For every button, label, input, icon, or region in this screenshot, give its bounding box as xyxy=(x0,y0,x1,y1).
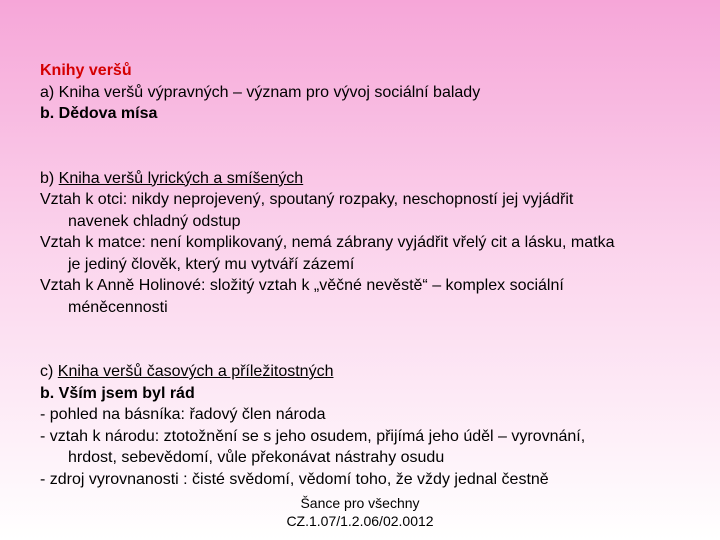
heading-link-lyric: Kniha veršů lyrických a smíšených xyxy=(58,169,304,187)
item-a: a) Kniha veršů výpravných – význam pro vývoj sociální balady xyxy=(40,83,481,101)
text-line: hrdost, sebevědomí, vůle překonávat nástrahy osudu xyxy=(68,449,445,466)
heading-occasional-book xyxy=(40,361,690,383)
spacer xyxy=(40,146,690,168)
spacer xyxy=(40,125,690,147)
text-line: je jediný člověk, který mu vytváří zázemí xyxy=(68,255,355,273)
text-line: - vztah k národu: ztotožnění se s jeho osudem, přijímá jeho úděl – vyrovnání, xyxy=(40,427,586,445)
text-line: Vztah k otci: nikdy neprojevený, spoutaný rozpaky, neschopností jej vyjádřit xyxy=(40,191,574,208)
heading-link-occasional: Kniha veršů časových a příležitostných xyxy=(57,363,334,380)
footer-line-2: CZ.1.07/1.2.06/02.0012 xyxy=(286,513,434,529)
section-title: Knihy veršů xyxy=(40,62,132,79)
footer-line-1: Šance pro všechny xyxy=(300,495,420,511)
work-vsim-jsem-byl-rad: b. Vším jsem byl rád xyxy=(40,384,195,402)
footer xyxy=(0,494,720,530)
spacer xyxy=(40,340,690,362)
heading-prefix: b) xyxy=(40,169,59,187)
text-line: - pohled na básníka: řadový člen národa xyxy=(40,406,326,423)
text-line: méněcennosti xyxy=(68,298,168,316)
heading-prefix: c) xyxy=(40,363,58,380)
text-line: Vztah k Anně Holinové: složitý vztah k „věčné nevěstě“ – komplex sociální xyxy=(40,277,564,294)
text-line: - zdroj vyrovnanosti : čisté svědomí, vědomí toho, že vždy jednal čestně xyxy=(40,470,549,488)
slide-content xyxy=(40,60,690,490)
work-dedova-misa: b. Dědova mísa xyxy=(40,105,158,122)
spacer xyxy=(40,318,690,340)
text-line: Vztah k matce: není komplikovaný, nemá zábrany vyjádřit vřelý cit a lásku, matka xyxy=(40,234,615,251)
heading-lyric-book xyxy=(40,168,690,190)
text-line: navenek chladný odstup xyxy=(68,212,241,230)
